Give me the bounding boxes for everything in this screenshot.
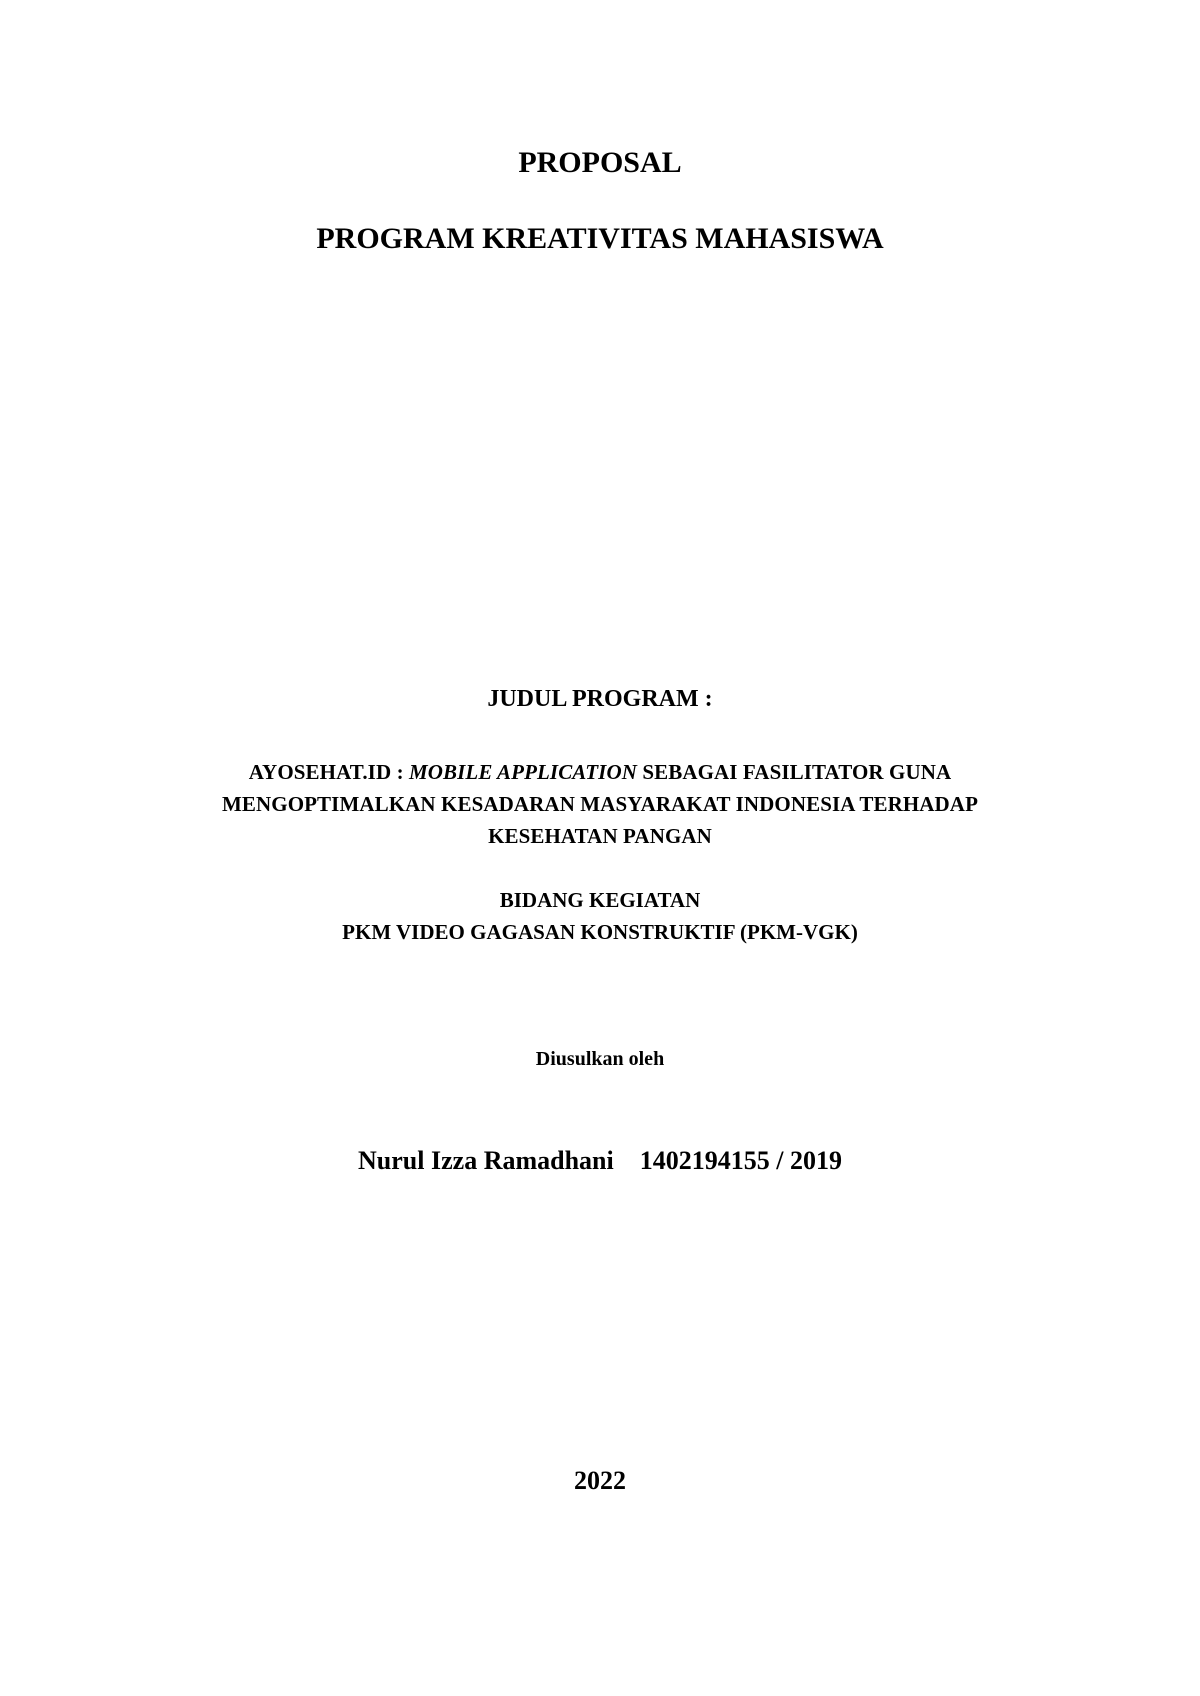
proposed-by-label: Diusulkan oleh [535, 1048, 665, 1070]
bidang-kegiatan-label: BIDANG KEGIATAN [499, 888, 701, 912]
author-id-year: 1402194155 / 2019 [639, 1146, 842, 1175]
title-suffix: SEBAGAI FASILITATOR GUNA [637, 760, 952, 784]
proposal-heading: PROPOSAL [518, 146, 682, 179]
program-heading: PROGRAM KREATIVITAS MAHASISWA [316, 222, 884, 255]
bidang-kegiatan-value: PKM VIDEO GAGASAN KONSTRUKTIF (PKM-VGK) [342, 920, 858, 944]
judul-program-label: JUDUL PROGRAM : [487, 686, 713, 712]
title-prefix: AYOSEHAT.ID : [248, 760, 410, 784]
author-name: Nurul Izza Ramadhani [358, 1146, 614, 1175]
program-title-line-1 [0, 760, 1200, 785]
author-line [0, 1146, 1200, 1176]
proposal-year: 2022 [574, 1466, 626, 1495]
title-italic: MOBILE APPLICATION [409, 760, 637, 784]
program-title-line-2: MENGOPTIMALKAN KESADARAN MASYARAKAT INDONESIA TERHADAP [221, 792, 979, 816]
program-title-line-3: KESEHATAN PANGAN [488, 824, 712, 848]
